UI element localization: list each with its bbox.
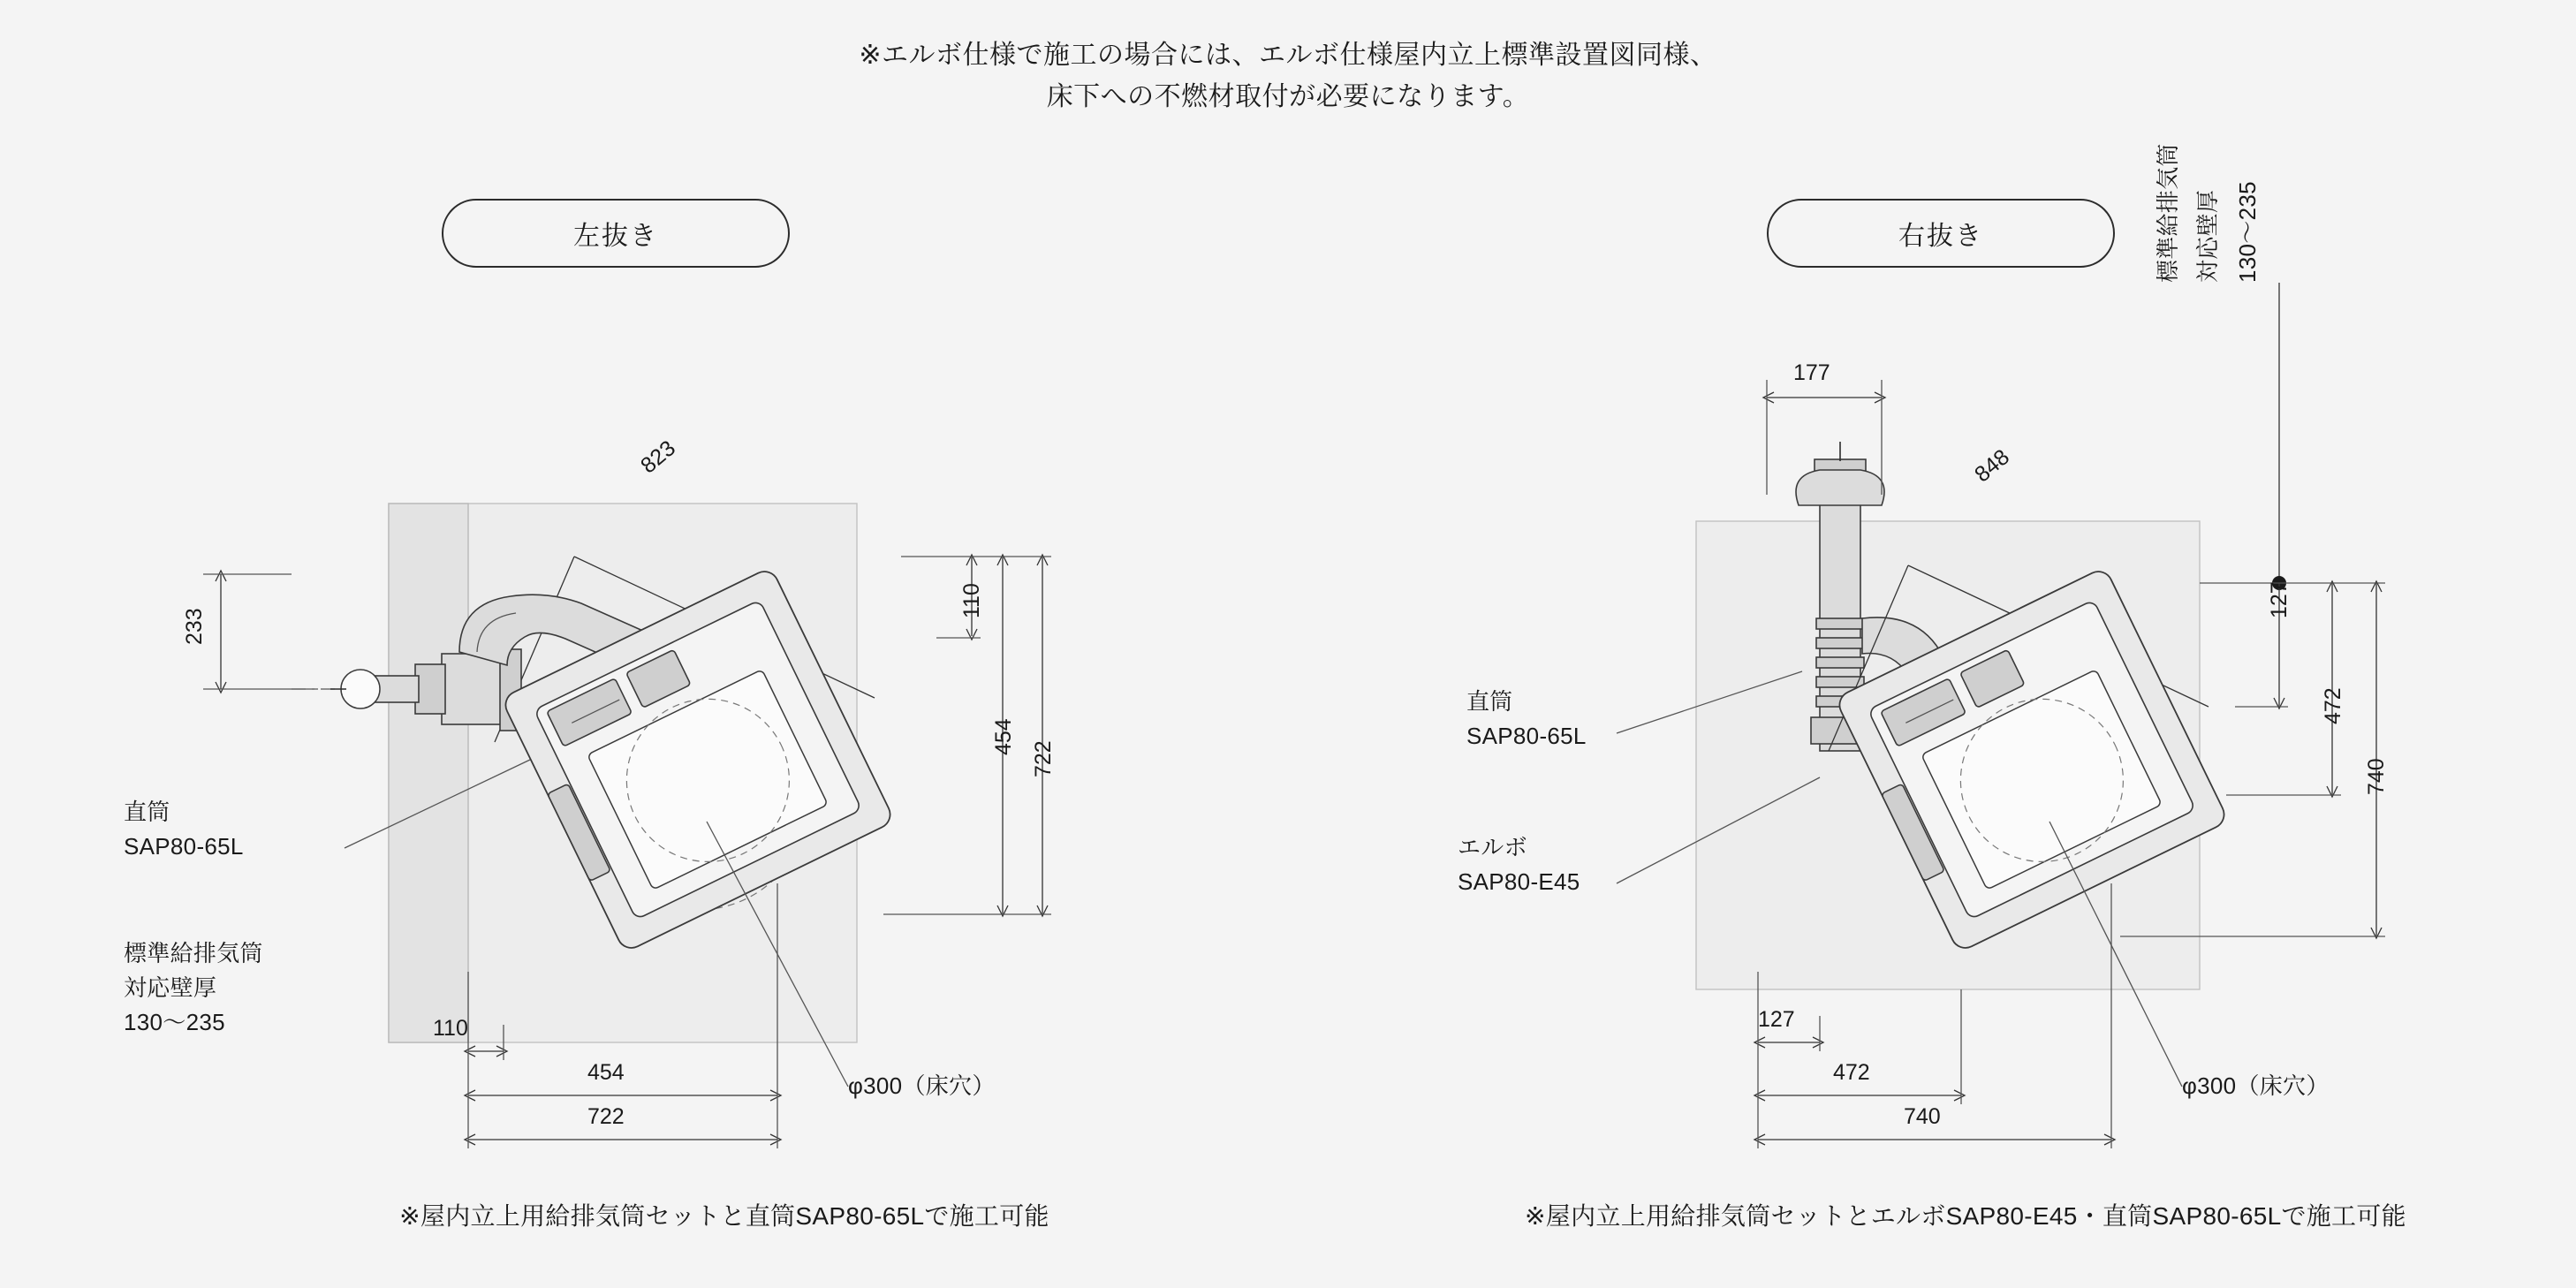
right-dim-740-bottom: 740: [1904, 1104, 1941, 1129]
left-dim-823: 823: [636, 436, 680, 479]
left-caption: ※屋内立上用給排気筒セットと直筒SAP80-65Lで施工可能: [399, 1202, 1049, 1230]
left-label-straight-pipe: [124, 795, 244, 864]
top-note-line-1: ※エルボ仕様で施工の場合には、エルボ仕様屋内立上標準設置図同様、: [859, 41, 1717, 70]
right-dim-740: 740: [2364, 758, 2389, 795]
left-dim-233: 233: [182, 608, 207, 645]
badge-right-outlet-label: 右抜き: [1898, 222, 1983, 251]
right-dim-177: 177: [1793, 360, 1830, 385]
right-label-elbow-name: エルボ: [1458, 834, 1527, 860]
right-dim-472-bottom: 472: [1833, 1060, 1870, 1085]
left-label-wall-thickness-line2: 対応壁厚: [124, 974, 217, 1001]
right-dim-127: 127: [2267, 581, 2292, 618]
left-diagram: [203, 504, 1051, 1148]
right-label-elbow: [1458, 830, 1580, 899]
right-label-wall-thickness-line2: 対応壁厚: [2194, 189, 2221, 283]
left-label-wall-thickness-line1: 標準給排気筒: [124, 940, 263, 966]
right-caption: ※屋内立上用給排気筒セットとエルボSAP80-E45・直筒SAP80-65Lで施工可能: [1525, 1202, 2406, 1230]
left-dim-454-bottom: 454: [587, 1060, 625, 1085]
right-dim-127-bottom: 127: [1758, 1007, 1795, 1032]
left-label-straight-pipe-model: SAP80-65L: [124, 833, 244, 860]
right-label-elbow-model: SAP80-E45: [1458, 868, 1580, 895]
badge-left-outlet-label: 左抜き: [573, 222, 658, 251]
left-dim-110-top: 110: [959, 583, 984, 618]
right-label-straight-pipe: [1466, 685, 1587, 754]
left-dim-722-bottom: 722: [587, 1104, 625, 1129]
right-diagram: [1617, 283, 2385, 1148]
left-label-floor-hole: φ300（床穴）: [848, 1072, 996, 1099]
left-label-wall-thickness: [124, 936, 263, 1040]
left-dim-110-bottom: 110: [433, 1016, 468, 1041]
right-label-floor-hole: φ300（床穴）: [2182, 1072, 2330, 1099]
left-dim-722: 722: [1031, 740, 1056, 777]
left-label-straight-pipe-name: 直筒: [124, 799, 170, 825]
right-label-straight-pipe-model: SAP80-65L: [1466, 723, 1587, 749]
left-label-wall-thickness-range: 130〜235: [124, 1009, 225, 1035]
right-dim-472: 472: [2321, 687, 2345, 724]
top-note-line-2: 床下への不燃材取付が必要になります。: [1046, 81, 1530, 111]
right-label-straight-pipe-name: 直筒: [1466, 688, 1513, 715]
right-label-wall-thickness-line1: 標準給排気筒: [2155, 143, 2181, 283]
left-dim-454: 454: [991, 718, 1016, 755]
right-dim-848: 848: [1970, 444, 2014, 488]
right-label-wall-thickness-range: 130〜235: [2234, 181, 2261, 283]
